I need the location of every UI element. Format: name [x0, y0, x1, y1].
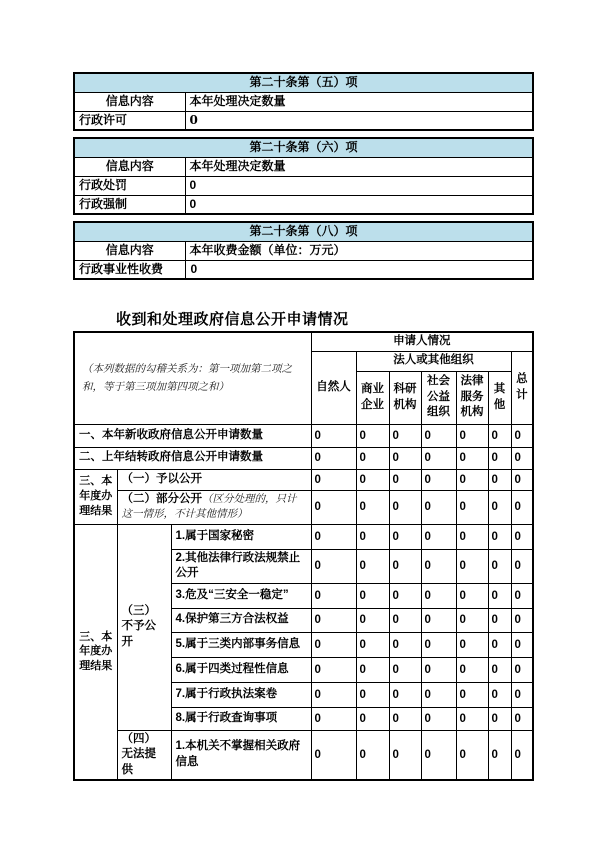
value-cell: 0: [356, 657, 389, 682]
column-header-value: 本年处理决定数量: [185, 92, 533, 111]
value-cell: 0: [488, 682, 511, 707]
row-label: 1.属于国家秘密: [171, 524, 311, 549]
value-cell: 0: [311, 632, 356, 657]
value-cell: 0: [456, 707, 488, 730]
value-cell: 0: [389, 682, 421, 707]
table-row: [74, 524, 533, 549]
header-research: 科研机构: [389, 371, 421, 424]
table-row: [74, 138, 533, 157]
value-cell: 0: [421, 707, 456, 730]
value-cell: 0: [389, 424, 421, 447]
value-cell: 0: [311, 608, 356, 632]
row-label: 二、上年结转政府信息公开申请数量: [74, 447, 311, 469]
value-cell: 0: [488, 632, 511, 657]
value-cell: 0: [389, 632, 421, 657]
value-cell: 0: [311, 469, 356, 490]
group-label: 三、本年度办理结果: [74, 469, 117, 524]
table-row: [74, 469, 533, 490]
value-cell: 0: [311, 657, 356, 682]
value-cell: 0: [511, 424, 533, 447]
value-cell: 0: [488, 490, 511, 524]
value-cell: 0: [421, 469, 456, 490]
table-row: [74, 424, 533, 447]
value-cell: 0: [456, 447, 488, 469]
table-row: [74, 92, 533, 111]
value-cell: 0: [421, 447, 456, 469]
value-cell: 0: [185, 176, 533, 195]
value-cell: 0: [389, 707, 421, 730]
value-cell: 0: [185, 260, 533, 279]
value-cell: 0: [389, 490, 421, 524]
row-label: 一、本年新收政府信息公开申请数量: [74, 424, 311, 447]
value-cell: 0: [356, 447, 389, 469]
value-cell: 0: [311, 682, 356, 707]
row-label: 7.属于行政执法案卷: [171, 682, 311, 707]
header-business: 商业企业: [356, 371, 389, 424]
table-row: [74, 73, 533, 92]
value-cell: 0: [185, 111, 533, 130]
column-header-value: 本年收费金额（单位：万元）: [185, 241, 533, 260]
value-cell: 0: [421, 682, 456, 707]
value-cell: 0: [456, 524, 488, 549]
value-cell: 0: [456, 490, 488, 524]
value-cell: 0: [389, 730, 421, 780]
value-cell: 0: [389, 549, 421, 583]
row-label: 8.属于行政查询事项: [171, 707, 311, 730]
row-label: [117, 490, 311, 524]
value-cell: 0: [456, 657, 488, 682]
header-total: 总计: [511, 351, 533, 424]
value-cell: 0: [389, 447, 421, 469]
value-cell: 0: [311, 490, 356, 524]
value-cell: 0: [511, 682, 533, 707]
value-cell: 0: [421, 730, 456, 780]
value-cell: 0: [356, 583, 389, 608]
table-row: [74, 222, 533, 241]
header-public-welfare: 社会公益组织: [421, 371, 456, 424]
row-label-note: （区分处理的，只计这一情形，不计其他情形）: [121, 492, 297, 521]
value-cell: 0: [185, 195, 533, 214]
header-other: 其他: [488, 371, 511, 424]
value-cell: 0: [488, 730, 511, 780]
value-cell: 0: [511, 490, 533, 524]
value-cell: 0: [421, 632, 456, 657]
value-cell: 0: [421, 524, 456, 549]
header-legal-service: 法律服务机构: [456, 371, 488, 424]
value-cell: 0: [356, 632, 389, 657]
section-title: 收到和处理政府信息公开申请情况: [116, 311, 349, 328]
value-cell: 0: [389, 608, 421, 632]
table-row: [74, 241, 533, 260]
subgroup-label: （四）无法提供: [117, 730, 171, 780]
value-cell: 0: [389, 469, 421, 490]
value-cell: 0: [356, 524, 389, 549]
value-cell: 0: [488, 707, 511, 730]
value-cell: 0: [421, 549, 456, 583]
value-cell: 0: [421, 424, 456, 447]
value-cell: 0: [311, 424, 356, 447]
value-cell: 0: [356, 730, 389, 780]
value-cell: 0: [456, 682, 488, 707]
applications-table: [73, 331, 534, 781]
value-cell: 0: [421, 657, 456, 682]
row-label: 4.保护第三方合法权益: [171, 608, 311, 632]
row-label: （一）予以公开: [117, 469, 311, 490]
value-cell: 0: [421, 583, 456, 608]
row-label: 5.属于三类内部事务信息: [171, 632, 311, 657]
table-row: [74, 195, 533, 214]
row-label: 1.本机关不掌握相关政府信息: [171, 730, 311, 780]
value-cell: 0: [456, 549, 488, 583]
row-label: 行政强制: [74, 195, 185, 214]
value-cell: 0: [421, 490, 456, 524]
row-label: 6.属于四类过程性信息: [171, 657, 311, 682]
row-label: 行政事业性收费: [74, 260, 185, 279]
value-cell: 0: [456, 469, 488, 490]
value-cell: 0: [511, 632, 533, 657]
value-cell: 0: [389, 524, 421, 549]
value-cell: 0: [511, 657, 533, 682]
value-cell: 0: [511, 469, 533, 490]
value-cell: 0: [488, 469, 511, 490]
table-row: [74, 176, 533, 195]
column-header-value: 本年处理决定数量: [185, 157, 533, 176]
value-cell: 0: [356, 549, 389, 583]
table-row: [74, 260, 533, 279]
value-cell: 0: [511, 608, 533, 632]
value-cell: 0: [389, 583, 421, 608]
value-cell: 0: [356, 490, 389, 524]
value-cell: 0: [456, 730, 488, 780]
value-cell: 0: [488, 549, 511, 583]
value-cell: 0: [456, 424, 488, 447]
value-cell: 0: [488, 447, 511, 469]
value-cell: 0: [511, 447, 533, 469]
value-cell: 0: [311, 730, 356, 780]
value-cell: 0: [511, 524, 533, 549]
section-header: 第二十条第（六）项: [74, 138, 533, 157]
value-cell: 0: [488, 583, 511, 608]
value-cell: 0: [511, 549, 533, 583]
value-cell: 0: [311, 447, 356, 469]
value-cell: 0: [488, 424, 511, 447]
article20-item6-table: [73, 137, 534, 215]
value-cell: 0: [488, 524, 511, 549]
table-row: [74, 490, 533, 524]
column-header-label: 信息内容: [74, 241, 185, 260]
value-cell: 0: [311, 583, 356, 608]
table-row: [74, 157, 533, 176]
table-row: [74, 111, 533, 130]
article20-item8-table: [73, 221, 534, 280]
subgroup-label: （三）不予公开: [117, 524, 171, 730]
section-header: 第二十条第（八）项: [74, 222, 533, 241]
table-row: [74, 332, 533, 351]
value-cell: 0: [488, 657, 511, 682]
header-applicant: 申请人情况: [311, 332, 533, 351]
value-cell: 0: [456, 583, 488, 608]
reconciliation-note: （本列数据的勾稽关系为：第一项加第二项之和，等于第三项加第四项之和）: [74, 332, 311, 424]
value-cell: 0: [311, 549, 356, 583]
table-row: [74, 447, 533, 469]
table-row: [74, 730, 533, 780]
value-cell: 0: [511, 730, 533, 780]
row-label: 行政许可: [74, 111, 185, 130]
row-label: 行政处罚: [74, 176, 185, 195]
value-cell: 0: [456, 632, 488, 657]
value-cell: 0: [511, 707, 533, 730]
row-label: 3.危及“三安全一稳定”: [171, 583, 311, 608]
row-label: 2.其他法律行政法规禁止公开: [171, 549, 311, 583]
value-cell: 0: [311, 707, 356, 730]
value-cell: 0: [389, 657, 421, 682]
value-cell: 0: [511, 583, 533, 608]
row-label-main: （二）部分公开: [121, 492, 202, 505]
value-cell: 0: [356, 424, 389, 447]
value-cell: 0: [356, 608, 389, 632]
value-cell: 0: [356, 469, 389, 490]
value-cell: 0: [421, 608, 456, 632]
column-header-label: 信息内容: [74, 157, 185, 176]
header-natural-person: 自然人: [311, 351, 356, 424]
value-cell: 0: [356, 682, 389, 707]
value-cell: 0: [456, 608, 488, 632]
article20-item5-table: [73, 72, 534, 131]
value-cell: 0: [356, 707, 389, 730]
section-header: 第二十条第（五）项: [74, 73, 533, 92]
group-label: 三、本年度办理结果: [74, 524, 117, 780]
value-cell: 0: [311, 524, 356, 549]
column-header-label: 信息内容: [74, 92, 185, 111]
header-legal-org: 法人或其他组织: [356, 351, 511, 371]
value-cell: 0: [488, 608, 511, 632]
